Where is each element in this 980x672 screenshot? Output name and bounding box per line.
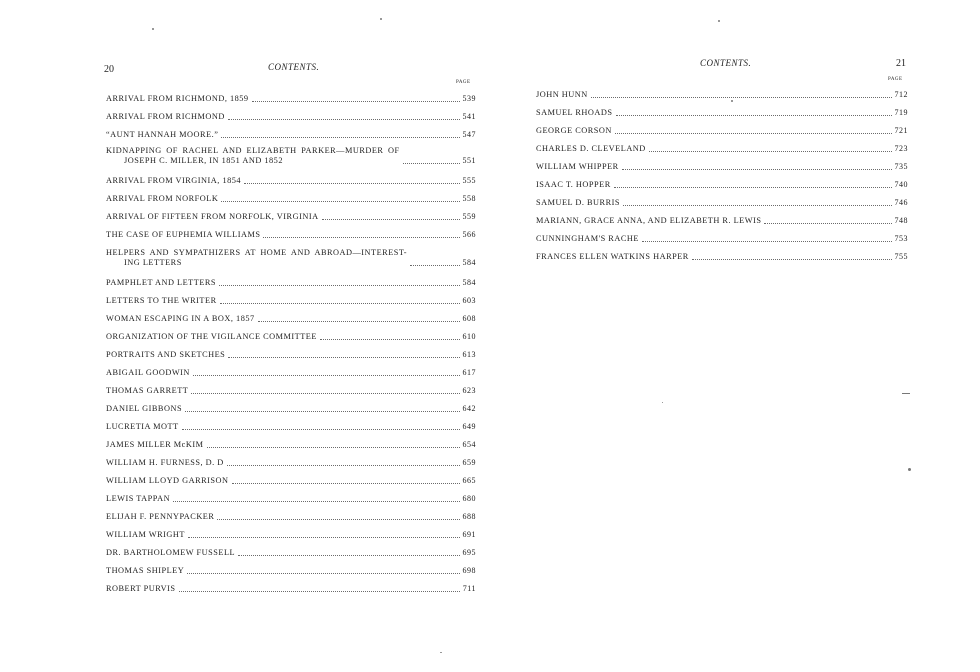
toc-entry-page: 665 <box>462 476 476 485</box>
toc-entry-title: JAMES MILLER McKIM <box>106 440 204 449</box>
toc-entry <box>106 432 476 450</box>
toc-entry-title: MARIANN, GRACE ANNA, AND ELIZABETH R. LEWIS <box>536 216 762 225</box>
dot-leader <box>403 162 460 164</box>
toc-entry-page: 610 <box>462 332 476 341</box>
toc-entry <box>106 558 476 576</box>
dot-leader <box>252 100 460 102</box>
dot-leader <box>322 218 460 220</box>
scan-speck <box>731 100 733 102</box>
toc-entry-title: JOHN HUNN <box>536 90 588 99</box>
toc-entry <box>536 82 908 100</box>
toc-entry <box>106 576 476 594</box>
toc-entry-title: ORGANIZATION OF THE VIGILANCE COMMITTEE <box>106 332 317 341</box>
dot-leader <box>244 182 459 184</box>
right-running-head: CONTENTS. <box>700 58 752 68</box>
toc-entry <box>106 450 476 468</box>
toc-entry <box>536 118 908 136</box>
dot-leader <box>221 200 459 202</box>
toc-entry-page: 698 <box>462 566 476 575</box>
dot-leader <box>185 410 459 412</box>
toc-entry <box>106 270 476 288</box>
dot-leader <box>227 464 460 466</box>
toc-entry <box>106 468 476 486</box>
toc-entry <box>106 306 476 324</box>
toc-entry-title: SAMUEL D. BURRIS <box>536 198 620 207</box>
dot-leader <box>217 518 459 520</box>
toc-entry <box>106 168 476 186</box>
toc-entry-title: CUNNINGHAM'S RACHE <box>536 234 639 243</box>
dot-leader <box>591 96 892 98</box>
toc-entry-page: 555 <box>462 176 476 185</box>
toc-entry-title: ARRIVAL FROM RICHMOND, 1859 <box>106 94 249 103</box>
toc-entry-page: 603 <box>462 296 476 305</box>
scan-speck <box>440 652 442 653</box>
toc-entry-title: PORTRAITS AND SKETCHES <box>106 350 226 359</box>
toc-entry-title: PAMPHLET AND LETTERS <box>106 278 217 287</box>
toc-entry <box>536 154 908 172</box>
toc-entry-title: ARRIVAL FROM RICHMOND <box>106 112 225 121</box>
toc-entry-title: THE CASE OF EUPHEMIA WILLIAMS <box>106 230 261 239</box>
dot-leader <box>614 186 892 188</box>
toc-entry-title: ARRIVAL FROM VIRGINIA, 1854 <box>106 176 242 185</box>
toc-entry-title: DANIEL GIBBONS <box>106 404 183 413</box>
dot-leader <box>179 590 460 592</box>
toc-entry-title-line1: HELPERS AND SYMPATHIZERS AT HOME AND ABROAD—INTEREST- <box>106 248 407 257</box>
dot-leader <box>263 236 459 238</box>
toc-entry-page: 584 <box>462 258 476 267</box>
right-page <box>490 0 980 672</box>
dot-leader <box>228 356 459 358</box>
left-running-head: CONTENTS. <box>268 62 320 72</box>
dot-leader <box>191 392 459 394</box>
dot-leader <box>320 338 460 340</box>
dot-leader <box>228 118 460 120</box>
dot-leader <box>221 136 459 138</box>
toc-entry-page: 659 <box>462 458 476 467</box>
toc-entry <box>106 504 476 522</box>
toc-entry-title: WILLIAM LLOYD GARRISON <box>106 476 229 485</box>
dot-leader <box>410 264 460 266</box>
toc-entry-page: 617 <box>462 368 476 377</box>
dot-leader <box>616 114 892 116</box>
dot-leader <box>642 240 892 242</box>
toc-entry <box>106 122 476 140</box>
scan-speck <box>662 402 663 403</box>
toc-entry-title: WILLIAM H. FURNESS, D. D <box>106 458 224 467</box>
toc-entry <box>106 204 476 222</box>
toc-entry <box>536 190 908 208</box>
toc-entry-title: CHARLES D. CLEVELAND <box>536 144 646 153</box>
toc-entry-title <box>106 146 400 166</box>
toc-entry-page: 623 <box>462 386 476 395</box>
dot-leader <box>615 132 892 134</box>
toc-entry-title: LUCRETIA MOTT <box>106 422 179 431</box>
scan-speck <box>718 20 720 22</box>
toc-entry-title: ABIGAIL GOODWIN <box>106 368 190 377</box>
toc-entry <box>536 136 908 154</box>
toc-entry-title: DR. BARTHOLOMEW FUSSELL <box>106 548 236 557</box>
toc-entry-page: 695 <box>462 548 476 557</box>
toc-entry-page: 558 <box>462 194 476 203</box>
toc-entry-page: 608 <box>462 314 476 323</box>
toc-entry-page: 691 <box>462 530 476 539</box>
toc-entry-title: FRANCES ELLEN WATKINS HARPER <box>536 252 689 261</box>
toc-entry-title-line2: ING LETTERS <box>124 258 182 267</box>
toc-entry-page: 746 <box>894 198 908 207</box>
toc-entry-page: 613 <box>462 350 476 359</box>
right-page-label: PAGE <box>888 77 903 82</box>
toc-entry-page: 547 <box>462 130 476 139</box>
toc-entry-page: 559 <box>462 212 476 221</box>
right-page-number: 21 <box>896 58 906 69</box>
toc-entry-title: ROBERT PURVIS <box>106 584 176 593</box>
toc-entry-page: 566 <box>462 230 476 239</box>
toc-entry-page: 551 <box>462 156 476 165</box>
dot-leader <box>219 284 459 286</box>
dot-leader <box>238 554 459 556</box>
toc-entry-page: 688 <box>462 512 476 521</box>
toc-entry <box>106 396 476 414</box>
scan-speck <box>152 28 154 30</box>
toc-entry <box>536 100 908 118</box>
toc-entry <box>106 104 476 122</box>
dot-leader <box>692 258 892 260</box>
dot-leader <box>764 222 891 224</box>
toc-entry-title-line1: KIDNAPPING OF RACHEL AND ELIZABETH PARKER—MURDER OF <box>106 146 400 155</box>
toc-entry-title: WILLIAM WHIPPER <box>536 162 619 171</box>
dot-leader <box>187 572 459 574</box>
toc-entry <box>106 242 476 268</box>
toc-entry-title: SAMUEL RHOADS <box>536 108 613 117</box>
toc-entry <box>536 172 908 190</box>
toc-entry <box>106 540 476 558</box>
toc-entry-title <box>106 248 407 268</box>
toc-entry-page: 735 <box>894 162 908 171</box>
toc-entry <box>106 522 476 540</box>
right-toc-list <box>536 82 908 262</box>
toc-entry-title: GEORGE CORSON <box>536 126 612 135</box>
toc-entry-title: ELIJAH F. PENNYPACKER <box>106 512 215 521</box>
toc-entry-page: 584 <box>462 278 476 287</box>
toc-entry <box>106 324 476 342</box>
toc-entry-title: “AUNT HANNAH MOORE.” <box>106 130 219 139</box>
dot-leader <box>207 446 460 448</box>
toc-entry <box>536 208 908 226</box>
toc-entry-title: THOMAS SHIPLEY <box>106 566 185 575</box>
toc-entry-page: 748 <box>894 216 908 225</box>
toc-entry <box>106 360 476 378</box>
toc-entry-page: 539 <box>462 94 476 103</box>
toc-entry-title: ISAAC T. HOPPER <box>536 180 611 189</box>
scan-speck <box>902 393 910 394</box>
toc-entry-page: 654 <box>462 440 476 449</box>
toc-entry-title: LETTERS TO THE WRITER <box>106 296 217 305</box>
toc-entry-page: 712 <box>894 90 908 99</box>
toc-entry <box>106 140 476 166</box>
dot-leader <box>220 302 460 304</box>
toc-entry-page: 649 <box>462 422 476 431</box>
toc-entry-title: THOMAS GARRETT <box>106 386 189 395</box>
toc-entry-title: WILLIAM WRIGHT <box>106 530 185 539</box>
toc-entry-title: ARRIVAL OF FIFTEEN FROM NORFOLK, VIRGINIA <box>106 212 319 221</box>
scan-speck <box>908 468 911 471</box>
left-page-label: PAGE <box>456 80 471 85</box>
toc-entry <box>106 378 476 396</box>
toc-entry-page: 680 <box>462 494 476 503</box>
toc-entry <box>106 486 476 504</box>
toc-entry-page: 721 <box>894 126 908 135</box>
toc-entry-title-line2: JOSEPH C. MILLER, IN 1851 AND 1852 <box>124 156 283 165</box>
toc-entry <box>106 186 476 204</box>
toc-entry-page: 711 <box>462 584 476 593</box>
toc-entry-title: LEWIS TAPPAN <box>106 494 171 503</box>
toc-entry <box>536 226 908 244</box>
dot-leader <box>649 150 892 152</box>
dot-leader <box>623 204 892 206</box>
dot-leader <box>232 482 460 484</box>
dot-leader <box>188 536 460 538</box>
toc-entry-page: 753 <box>894 234 908 243</box>
toc-entry <box>106 288 476 306</box>
left-toc-list <box>106 86 476 594</box>
dot-leader <box>258 320 460 322</box>
toc-entry <box>106 342 476 360</box>
toc-entry-page: 719 <box>894 108 908 117</box>
toc-entry-title: ARRIVAL FROM NORFOLK <box>106 194 219 203</box>
dot-leader <box>193 374 460 376</box>
toc-entry <box>536 244 908 262</box>
dot-leader <box>173 500 459 502</box>
toc-entry-title: WOMAN ESCAPING IN A BOX, 1857 <box>106 314 255 323</box>
toc-entry-page: 642 <box>462 404 476 413</box>
toc-entry <box>106 86 476 104</box>
toc-entry <box>106 222 476 240</box>
dot-leader <box>182 428 460 430</box>
scan-speck <box>380 18 382 20</box>
toc-entry-page: 740 <box>894 180 908 189</box>
toc-entry-page: 755 <box>894 252 908 261</box>
dot-leader <box>622 168 892 170</box>
left-page-number: 20 <box>104 64 114 75</box>
toc-entry-page: 541 <box>462 112 476 121</box>
toc-entry-page: 723 <box>894 144 908 153</box>
toc-entry <box>106 414 476 432</box>
